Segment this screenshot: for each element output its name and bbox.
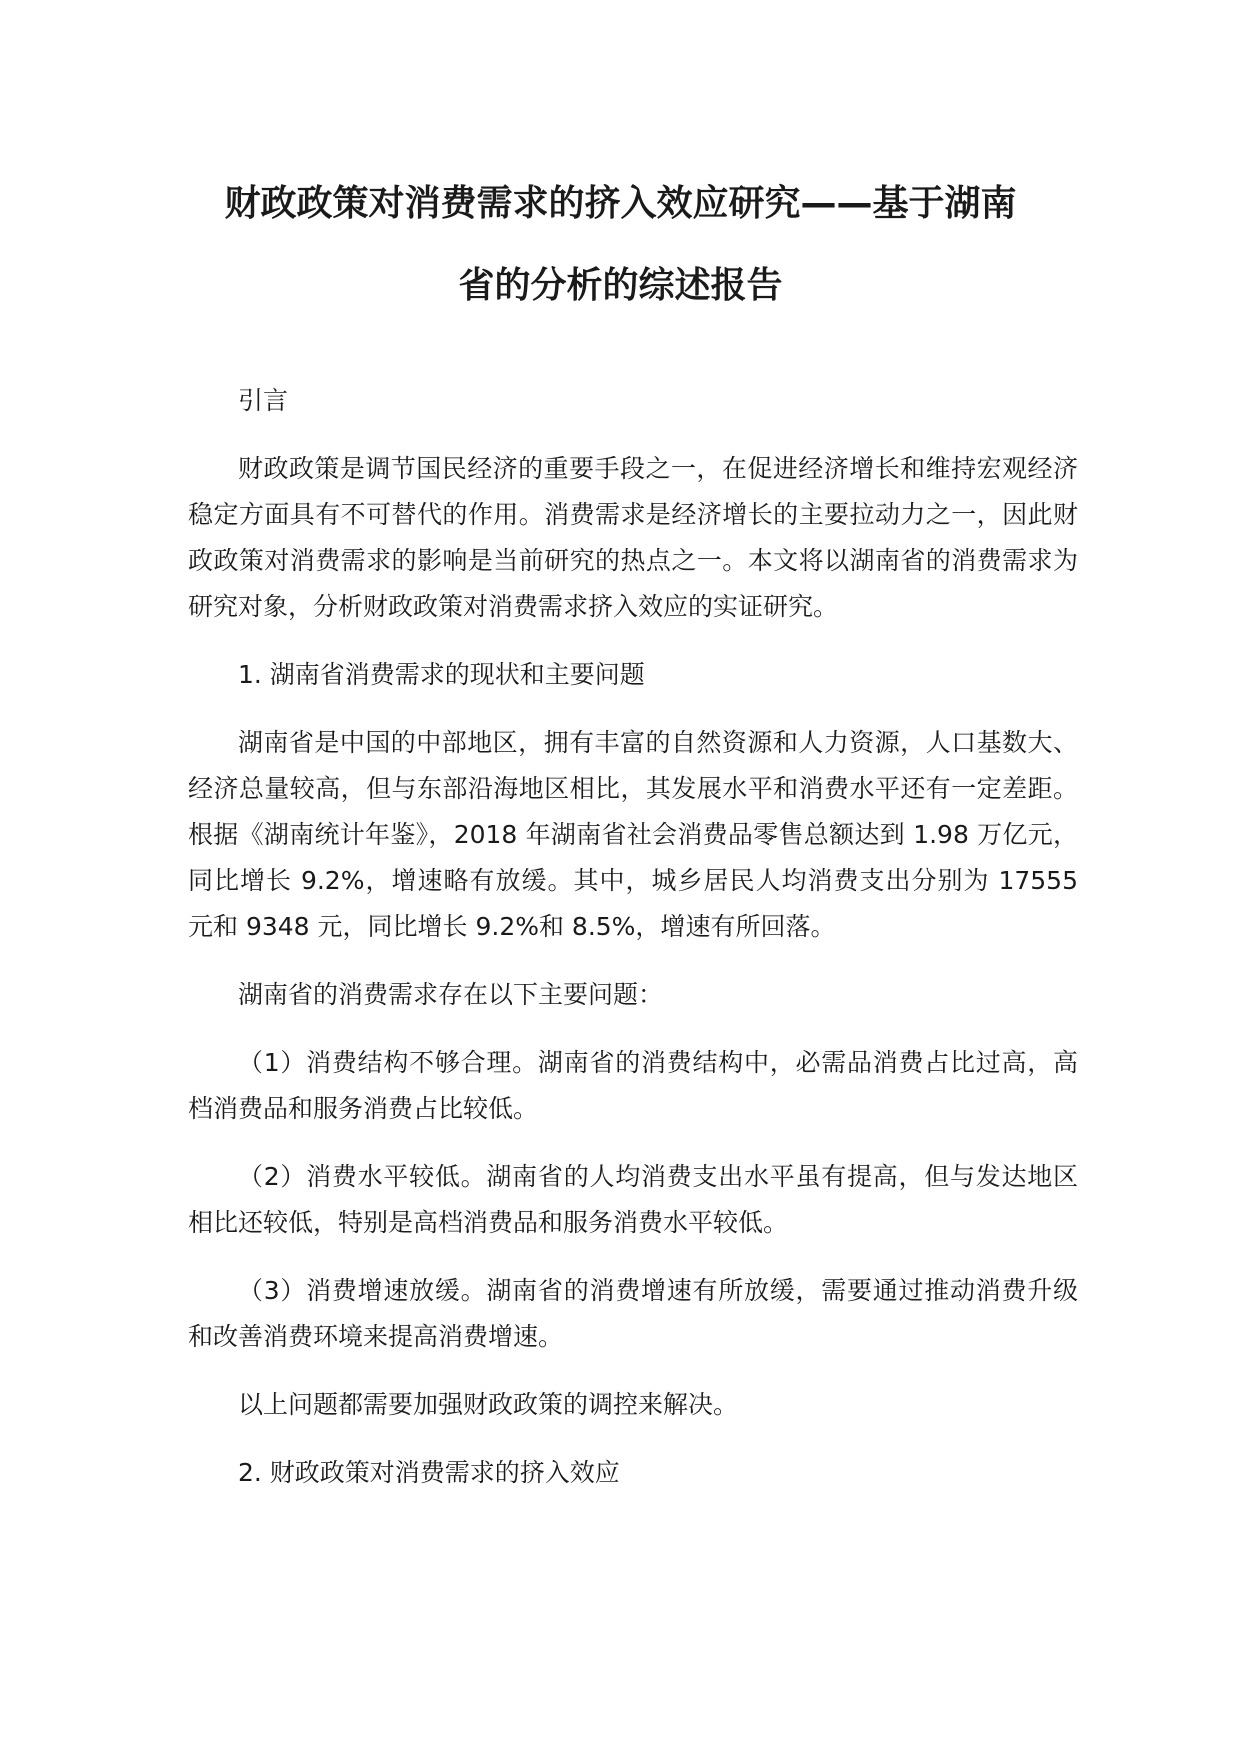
status-paragraph: 湖南省是中国的中部地区，拥有丰富的自然资源和人力资源，人口基数大、经济总量较高，但与东部沿海地区相比，其发展水平和消费水平还有一定差距。根据《湖南统计年鉴》，2018 年湖南省社会消费品零售总额达到 1.98 万亿元，同比增长 9.2%，增速略有放缓。其中，城乡居民人均消费支出分别为 17555 元和 9348 元，同比增长 9.2%和 8.5%，增速有所回落。 <box>188 728 1078 941</box>
problem-item-1: （1）消费结构不够合理。湖南省的消费结构中，必需品消费占比过高，高档消费品和服务消费占比较低。 <box>188 1048 1078 1123</box>
section-heading-1: 1. 湖南省消费需求的现状和主要问题 <box>238 660 645 689</box>
problems-conclusion-paragraph: 以上问题都需要加强财政政策的调控来解决。 <box>238 1390 739 1419</box>
problem-item-3: （3）消费增速放缓。湖南省的消费增速有所放缓，需要通过推动消费升级和改善消费环境来提高消费增速。 <box>188 1276 1078 1351</box>
intro-paragraph: 财政政策是调节国民经济的重要手段之一，在促进经济增长和维持宏观经济稳定方面具有不可替代的作用。消费需求是经济增长的主要拉动力之一，因此财政政策对消费需求的影响是当前研究的热点之一。本文将以湖南省的消费需求为研究对象，分析财政政策对消费需求挤入效应的实证研究。 <box>188 454 1078 621</box>
problems-lead-paragraph: 湖南省的消费需求存在以下主要问题： <box>238 980 664 1009</box>
section-heading-2: 2. 财政政策对消费需求的挤入效应 <box>238 1458 620 1487</box>
document-body <box>188 378 1078 1518</box>
section-heading-intro: 引言 <box>238 386 289 415</box>
problem-item-2: （2）消费水平较低。湖南省的人均消费支出水平虽有提高，但与发达地区相比还较低，特别是高档消费品和服务消费水平较低。 <box>188 1162 1078 1237</box>
document-title-line-2: 省的分析的综述报告 <box>458 265 783 306</box>
document-title-line-1: 财政政策对消费需求的挤入效应研究——基于湖南 <box>224 183 1017 224</box>
